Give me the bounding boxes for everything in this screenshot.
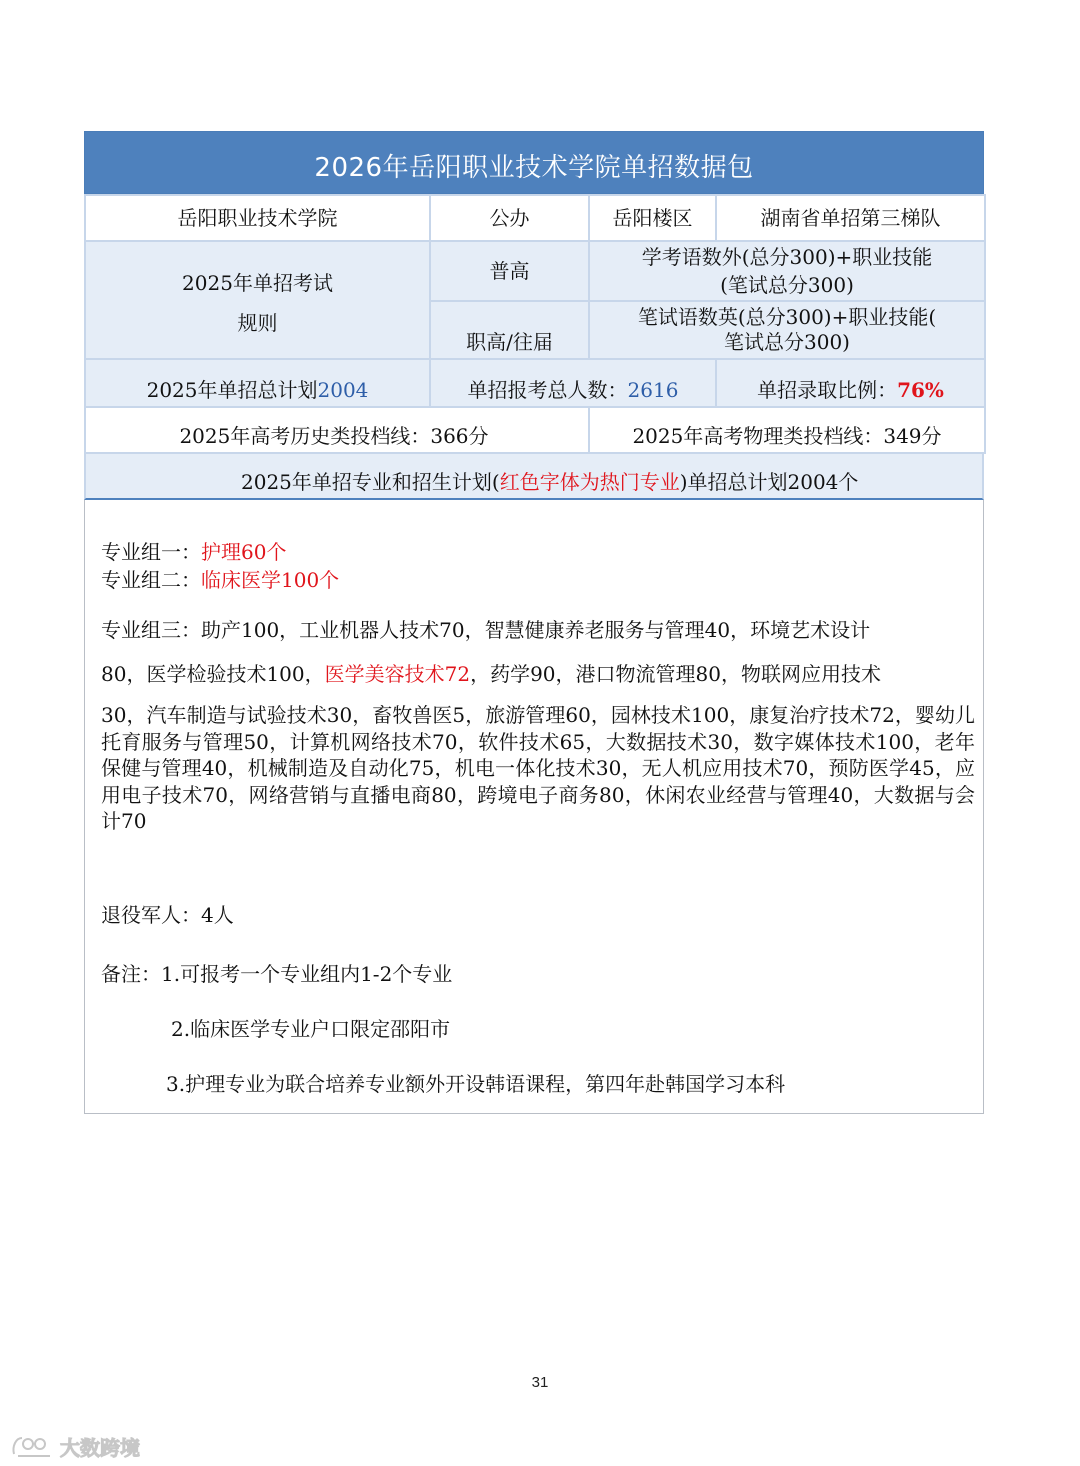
watermark: [10, 1430, 140, 1462]
group-2: 专业组二：临床医学100个: [101, 568, 340, 592]
applicants-value: 2616: [627, 378, 679, 402]
admission-ratio-cell: 单招录取比例：76%: [716, 359, 985, 407]
location-cell: 岳阳楼区: [589, 195, 716, 241]
exam-rule-label: 2025年单招考试 规则: [85, 241, 430, 359]
veterans-quota: 退役军人：4人: [101, 902, 234, 927]
track-vocational: 职高/往届: [430, 301, 589, 359]
group-3-line-1: 专业组三：助产100，工业机器人技术70，智慧健康养老服务与管理40，环境艺术设计: [101, 618, 871, 642]
plan-stats-row: [85, 359, 985, 407]
ownership-cell: 公办: [430, 195, 589, 241]
plan-header: 2025年单招专业和招生计划( 红色字体为热门专业 )单招总计划2004个: [84, 454, 984, 500]
sheet-title: 2026年岳阳职业技术学院单招数据包: [84, 131, 984, 194]
group-1: 专业组一：护理60个: [101, 540, 287, 564]
history-cutoff: 2025年高考历史类投档线：366分: [85, 407, 589, 453]
cutoff-row: [85, 407, 985, 453]
hot-major-note: 红色字体为热门专业: [499, 470, 680, 494]
total-plan-value: 2004: [317, 378, 369, 402]
tier-cell: 湖南省单招第三梯队: [716, 195, 985, 241]
total-plan-cell: 2025年单招总计划2004: [85, 359, 430, 407]
note-1: 备注：1.可报考一个专业组内1-2个专业: [101, 961, 453, 986]
applicants-cell: 单招报考总人数：2616: [430, 359, 716, 407]
info-table: [84, 194, 986, 454]
group-3-rest: 30，汽车制造与试验技术30，畜牧兽医5，旅游管理60，园林技术100，康复治疗技术72，婴幼儿托育服务与管理50，计算机网络技术70，软件技术65，大数据技术30，数字媒体技术100，老年保健与管理40，机械制造及自动化75，机电一体化技术30，无人机应用技术70，预防医学45，应用电子技术70，网络营销与直播电商80，跨境电子商务80，休闲农业经营与管理40，大数据与会计70: [101, 703, 975, 833]
hot-major-cosmetology: 医学美容技术72: [324, 662, 471, 686]
note-2: 2.临床医学专业户口限定邵阳市: [171, 1016, 451, 1041]
data-sheet: [84, 131, 984, 1114]
watermark-logo-icon: [10, 1432, 54, 1460]
watermark-text: 大数跨境: [60, 1435, 140, 1460]
page-number: 31: [531, 1374, 549, 1391]
group-2-value: 临床医学100个: [201, 568, 340, 592]
general-track-row: [85, 241, 985, 301]
note-3: 3.护理专业为联合培养专业额外开设韩语课程，第四年赴韩国学习本科: [166, 1071, 786, 1096]
track-vocational-rule: 笔试语数英(总分300)+职业技能( 笔试总分300): [589, 301, 985, 359]
physics-cutoff: 2025年高考物理类投档线：349分: [589, 407, 985, 453]
school-row: [85, 195, 985, 241]
group-3-line-2: 80，医学检验技术100，医学美容技术72，药学90，港口物流管理80，物联网应用技术: [101, 662, 881, 686]
track-general-rule: 学考语数外(总分300)+职业技能 (笔试总分300): [589, 241, 985, 301]
admission-ratio-value: 76%: [897, 378, 944, 402]
track-general: 普高: [430, 241, 589, 301]
plan-content: [84, 500, 984, 1114]
school-name: 岳阳职业技术学院: [85, 195, 430, 241]
group-1-value: 护理60个: [201, 540, 287, 564]
